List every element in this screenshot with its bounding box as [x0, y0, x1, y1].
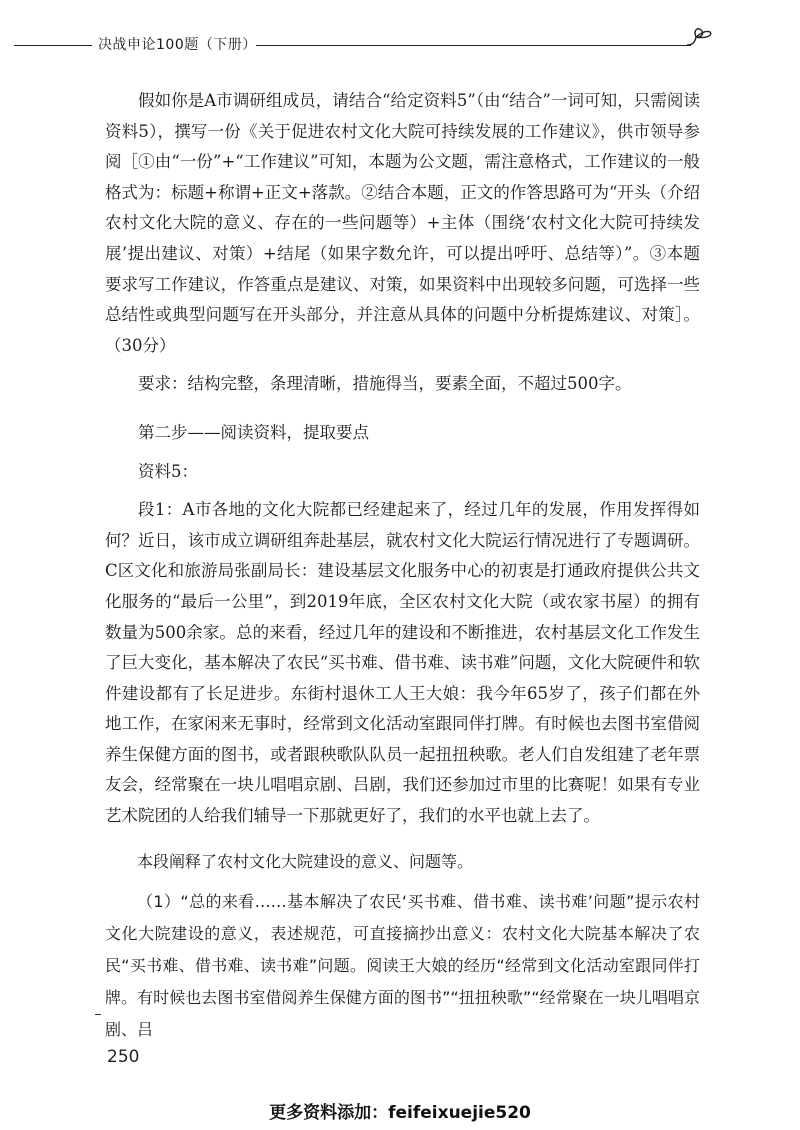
step-heading: 第二步——阅读资料，提取要点	[138, 422, 369, 442]
requirement-paragraph: 要求：结构完整，条理清晰，措施得当，要素全面，不超过500字。	[138, 374, 632, 394]
footer-note: 更多资料添加：feifeixuejie520	[269, 1103, 531, 1123]
question-paragraph: 假如你是A市调研组成员，请结合“给定资料5”（由“结合”一词可知，只需阅读资料5），撰写一份《关于促进农村文化大院可持续发展的工作建议》，供市领导参阅［①由“一份”+“工作建议”可知，本题为公文题，需注意格式，工作建议的一般格式为：标题+称谓+正文+落款。②结合本题，正文的作答思路可为“开头（介绍农村文化大院的意义、存在的一些问题等）+主体（围绕‘农村文化大院可持续发展’提出建议、对策）+结尾（如果字数允许，可以提出呼吁、总结等）”。③本题要求写工作建议，作答重点是建议、对策，如果资料中出现较多问题，可选择一些总结性或典型问题写在开头部分，并注意从具体的问题中分析提炼建议、对策］。（30分）	[105, 91, 700, 355]
material-label: 资料5：	[138, 461, 198, 481]
header-rule-left	[14, 45, 92, 46]
sprout-icon	[683, 22, 717, 56]
analysis-summary: 本段阐释了农村文化大院建设的意义、问题等。	[137, 851, 474, 871]
running-header-title: 决战申论100题（下册）	[98, 37, 257, 53]
page-number: 250	[107, 1047, 140, 1067]
analysis-point-1: （1）“总的来看……基本解决了农民‘买书难、借书难、读书难’问题”提示农村文化大院建设的意义，表述规范，可直接摘抄出意义：农村文化大院基本解决了农民“买书难、借书难、读书难”问题。阅读王大娘的经历“经常到文化活动室跟同伴打牌。有时候也去图书室借阅养生保健方面的图书”“扭扭秧歌”“经常聚在一块儿唱唱京剧、吕	[105, 891, 700, 1039]
scan-mark	[95, 1014, 101, 1015]
material-paragraph: 段1：A市各地的文化大院都已经建起来了，经过几年的发展，作用发挥得如何？近日，该市成立调研组奔赴基层，就农村文化大院运行情况进行了专题调研。C区文化和旅游局张副局长：建设基层文化服务中心的初衷是打通政府提供公共文化服务的“最后一公里”，到2019年底，全区农村文化大院（或农家书屋）的拥有数量为500余家。总的来看，经过几年的建设和不断推进，农村基层文化工作发生了巨大变化，基本解决了农民“买书难、借书难、读书难”问题，文化大院硬件和软件建设都有了长足进步。东街村退休工人王大娘：我今年65岁了，孩子们都在外地工作，在家闲来无事时，经常到文化活动室跟同伴打牌。有时候也去图书室借阅养生保健方面的图书，或者跟秧歌队队员一起扭扭秧歌。老人们自发组建了老年票友会，经常聚在一块儿唱唱京剧、吕剧，我们还参加过市里的比赛呢！如果有专业艺术院团的人给我们辅导一下那就更好了，我们的水平也就上去了。	[105, 500, 700, 826]
body-text	[105, 86, 700, 1046]
header-rule-right	[256, 45, 691, 46]
